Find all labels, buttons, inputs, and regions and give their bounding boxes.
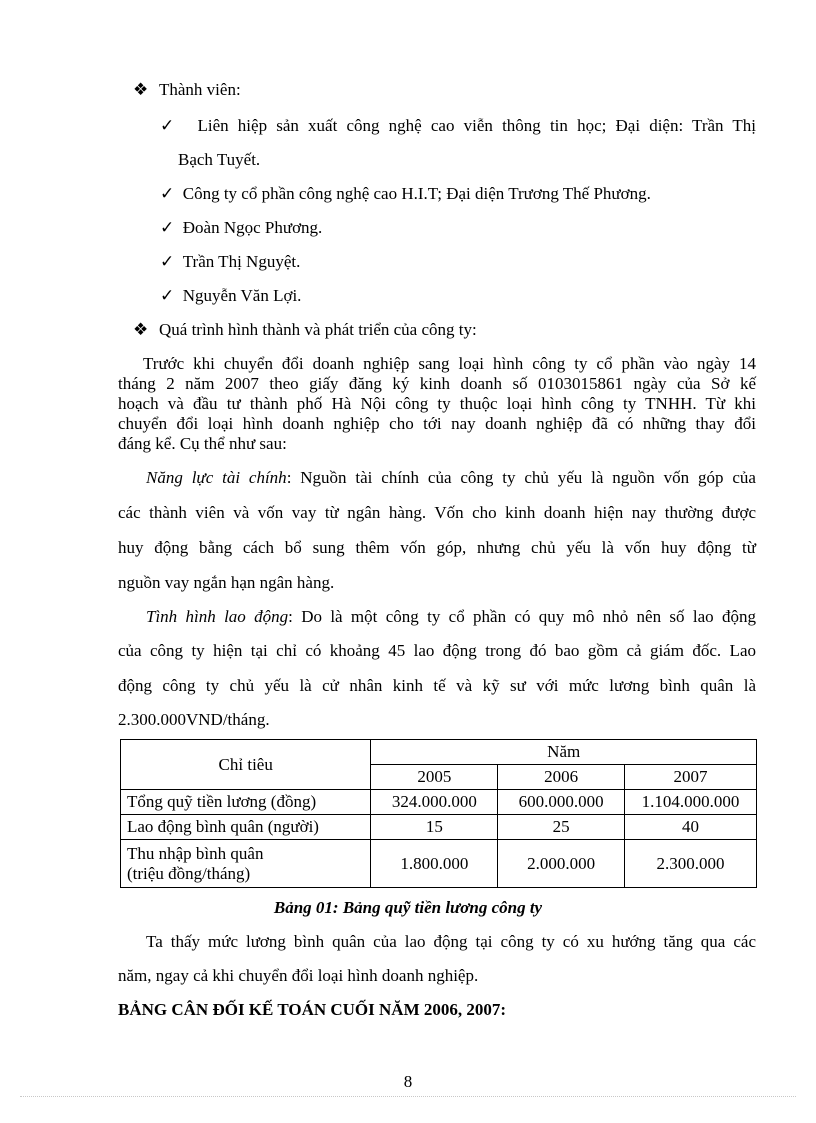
checkmark-icon: ✓	[160, 286, 183, 305]
table-cell: 2.000.000	[498, 840, 625, 888]
labor-paragraph-line: động công ty chủ yếu là cử nhân kinh tế và kỹ sư với mức lương bình quân là	[118, 676, 756, 695]
checkmark-icon: ✓	[160, 184, 183, 203]
finance-paragraph-line: nguồn vay ngắn hạn ngân hàng.	[118, 573, 335, 592]
table-cell: 40	[625, 815, 757, 840]
checkmark-icon: ✓	[160, 116, 198, 135]
finance-label: Năng lực tài chính	[146, 468, 287, 487]
year-header: Năm	[371, 740, 757, 765]
labor-paragraph-line: Tình hình lao động: Do là một công ty cổ phần có quy mô nhỏ nên số lao động	[146, 607, 756, 626]
history-heading: ❖ Quá trình hình thành và phát triển của công ty:	[133, 320, 477, 339]
year-cell: 2006	[498, 765, 625, 790]
finance-paragraph-line: huy động bằng cách bổ sung thêm vốn góp, nhưng chủ yếu là vốn huy động từ	[118, 538, 756, 557]
history-paragraph-line: tháng 2 năm 2007 theo giấy đăng ký kinh doanh số 0103015861 ngày của Sở kế	[118, 374, 756, 393]
table-cell: 15	[371, 815, 498, 840]
footer-divider	[20, 1096, 796, 1097]
checkmark-icon: ✓	[160, 218, 183, 237]
salary-fund-table	[120, 739, 757, 888]
member-item: ✓ Công ty cổ phần công nghệ cao H.I.T; Đại diện Trương Thế Phương.	[160, 184, 651, 203]
table-caption: Bảng 01: Bảng quỹ tiền lương công ty	[273, 898, 543, 917]
table-cell: 1.104.000.000	[625, 790, 757, 815]
finance-paragraph-line: các thành viên và vốn vay từ ngân hàng. Vốn cho kinh doanh hiện nay thường được	[118, 503, 756, 522]
table-cell: 1.800.000	[371, 840, 498, 888]
history-paragraph-line: chuyển đổi loại hình doanh nghiệp cho tới nay doanh nghiệp đã có những thay đổi	[118, 414, 756, 433]
finance-paragraph-line: Năng lực tài chính: Nguồn tài chính của công ty chủ yếu là nguồn vốn góp của	[146, 468, 756, 487]
table-cell: 600.000.000	[498, 790, 625, 815]
member-item: ✓ Nguyễn Văn Lợi.	[160, 286, 302, 305]
member-item: ✓ Đoàn Ngọc Phương.	[160, 218, 323, 237]
conclusion-line: năm, ngay cả khi chuyển đổi loại hình doanh nghiệp.	[118, 966, 479, 985]
labor-paragraph-line: của công ty hiện tại chỉ có khoảng 45 lao động trong đó bao gồm cả giám đốc. Lao	[118, 641, 756, 660]
member-item: ✓ Liên hiệp sản xuất công nghệ cao viễn thông tin học; Đại diện: Trần Thị	[160, 116, 756, 135]
table-row	[121, 815, 757, 840]
members-heading: ❖ Thành viên:	[133, 80, 241, 99]
row-label: Thu nhập bình quân (triệu đồng/tháng)	[121, 840, 371, 888]
table-row	[121, 790, 757, 815]
diamond-bullet-icon: ❖	[133, 320, 149, 339]
row-label: Tổng quỹ tiền lương (đồng)	[121, 790, 371, 815]
history-paragraph-line: hoạch và đầu tư thành phố Hà Nội công ty thuộc loại hình công ty TNHH. Từ khi	[118, 394, 756, 413]
labor-paragraph-line: 2.300.000VND/tháng.	[118, 710, 270, 729]
member-item: ✓ Trần Thị Nguyệt.	[160, 252, 301, 271]
history-paragraph-line: Trước khi chuyển đổi doanh nghiệp sang loại hình công ty cổ phần vào ngày 14	[143, 354, 756, 373]
page-number: 8	[403, 1072, 413, 1091]
year-cell: 2005	[371, 765, 498, 790]
checkmark-icon: ✓	[160, 252, 183, 271]
row-label: Lao động bình quân (người)	[121, 815, 371, 840]
history-paragraph-line: đáng kể. Cụ thể như sau:	[118, 434, 287, 453]
diamond-bullet-icon: ❖	[133, 80, 149, 99]
table-cell: 25	[498, 815, 625, 840]
year-cell: 2007	[625, 765, 757, 790]
table-cell: 324.000.000	[371, 790, 498, 815]
member-item-continuation: Bạch Tuyết.	[178, 150, 261, 169]
table-cell: 2.300.000	[625, 840, 757, 888]
indicator-header: Chỉ tiêu	[121, 740, 371, 790]
section-heading: BẢNG CÂN ĐỐI KẾ TOÁN CUỐI NĂM 2006, 2007:	[118, 1000, 507, 1019]
conclusion-line: Ta thấy mức lương bình quân của lao động tại công ty có xu hướng tăng qua các	[146, 932, 756, 951]
labor-label: Tình hình lao động	[146, 607, 289, 626]
table-row	[121, 840, 757, 888]
